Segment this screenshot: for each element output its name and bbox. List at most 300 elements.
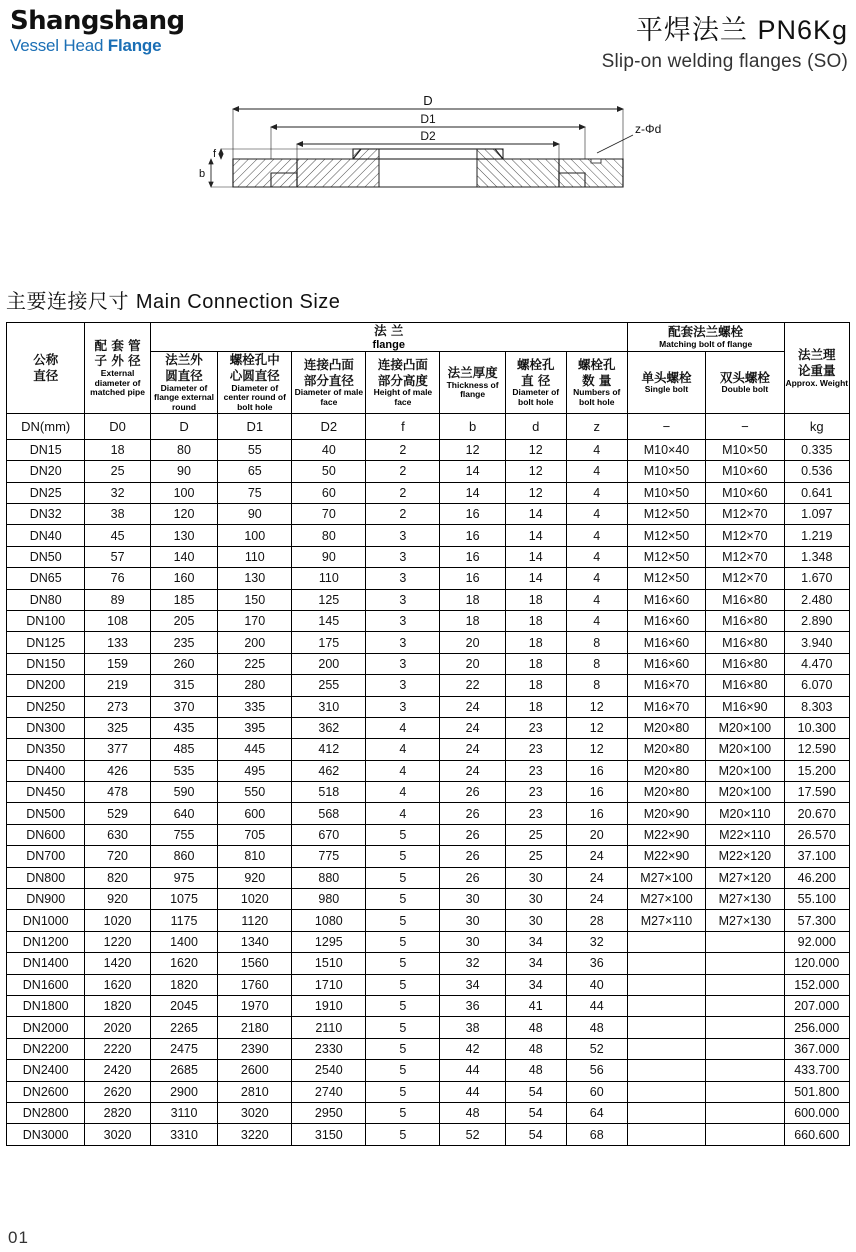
- table-cell: 1340: [218, 931, 292, 952]
- table-cell: 1.348: [784, 546, 849, 567]
- table-cell: 54: [505, 1124, 566, 1145]
- table-cell: 325: [85, 717, 150, 738]
- table-row: [7, 803, 850, 824]
- table-cell: 23: [505, 717, 566, 738]
- table-cell: 92.000: [784, 931, 849, 952]
- table-cell: 14: [505, 546, 566, 567]
- table-cell: 57.300: [784, 910, 849, 931]
- table-cell: 1560: [218, 953, 292, 974]
- table-cell: 377: [85, 739, 150, 760]
- table-cell: 108: [85, 610, 150, 631]
- header-single-bolt: 单头螺栓 Single bolt: [627, 352, 705, 414]
- table-cell: 4: [566, 439, 627, 460]
- table-cell: 24: [566, 846, 627, 867]
- table-cell: 14: [505, 525, 566, 546]
- table-cell: 26: [440, 782, 505, 803]
- table-cell: 445: [218, 739, 292, 760]
- row-label-cell: DN300: [7, 717, 85, 738]
- table-cell: M27×100: [627, 889, 705, 910]
- table-cell: 160: [150, 568, 218, 589]
- table-cell: 235: [150, 632, 218, 653]
- table-cell: 1420: [85, 953, 150, 974]
- table-cell: 273: [85, 696, 150, 717]
- table-cell: 16: [566, 760, 627, 781]
- table-cell: 2600: [218, 1060, 292, 1081]
- table-cell: 16: [440, 503, 505, 524]
- table-cell: 42: [440, 1038, 505, 1059]
- table-cell: 60: [292, 482, 366, 503]
- table-cell: [627, 1038, 705, 1059]
- row-label-cell: DN800: [7, 867, 85, 888]
- table-cell: 3: [366, 653, 440, 674]
- row-label-cell: DN100: [7, 610, 85, 631]
- table-cell: M12×70: [706, 503, 784, 524]
- table-cell: 5: [366, 1038, 440, 1059]
- table-cell: 28: [566, 910, 627, 931]
- connection-size-table: [6, 322, 850, 1146]
- table-cell: 54: [505, 1081, 566, 1102]
- table-cell: [706, 1124, 784, 1145]
- svg-text:D2: D2: [420, 129, 436, 143]
- row-label-cell: DN500: [7, 803, 85, 824]
- table-cell: 14: [505, 568, 566, 589]
- table-cell: 40: [292, 439, 366, 460]
- table-cell: 4: [566, 610, 627, 631]
- table-cell: 175: [292, 632, 366, 653]
- table-cell: 1175: [150, 910, 218, 931]
- row-label-cell: DN2400: [7, 1060, 85, 1081]
- table-cell: [627, 953, 705, 974]
- table-cell: M10×60: [706, 482, 784, 503]
- table-cell: 2475: [150, 1038, 218, 1059]
- table-cell: 1910: [292, 995, 366, 1016]
- table-cell: 5: [366, 1102, 440, 1123]
- table-cell: 12: [505, 482, 566, 503]
- row-label-cell: DN25: [7, 482, 85, 503]
- table-cell: 16: [440, 546, 505, 567]
- header-male-face-height: 连接凸面 部分高度 Height of male face: [366, 352, 440, 414]
- table-cell: 1710: [292, 974, 366, 995]
- table-cell: 3.940: [784, 632, 849, 653]
- table-cell: 310: [292, 696, 366, 717]
- table-cell: 12: [566, 696, 627, 717]
- table-cell: 660.600: [784, 1124, 849, 1145]
- table-cell: 4: [566, 546, 627, 567]
- table-cell: 720: [85, 846, 150, 867]
- table-cell: M16×60: [627, 610, 705, 631]
- table-cell: 38: [440, 1017, 505, 1038]
- table-cell: M16×60: [627, 653, 705, 674]
- table-cell: 1400: [150, 931, 218, 952]
- table-cell: 1075: [150, 889, 218, 910]
- table-row: [7, 824, 850, 845]
- table-cell: 755: [150, 824, 218, 845]
- table-cell: M10×50: [627, 482, 705, 503]
- brand-logo: [10, 8, 185, 54]
- table-cell: 485: [150, 739, 218, 760]
- row-label-cell: DN700: [7, 846, 85, 867]
- row-label-cell: DN1800: [7, 995, 85, 1016]
- table-cell: 1080: [292, 910, 366, 931]
- table-cell: M20×80: [627, 760, 705, 781]
- table-cell: 4: [366, 803, 440, 824]
- table-cell: 48: [566, 1017, 627, 1038]
- table-cell: 4.470: [784, 653, 849, 674]
- table-row: [7, 546, 850, 567]
- table-cell: 3: [366, 696, 440, 717]
- table-cell: 4: [566, 525, 627, 546]
- table-cell: M20×100: [706, 760, 784, 781]
- table-cell: 2620: [85, 1081, 150, 1102]
- table-cell: 150: [218, 589, 292, 610]
- table-cell: 5: [366, 931, 440, 952]
- table-cell: 120.000: [784, 953, 849, 974]
- table-row: [7, 568, 850, 589]
- table-body: [7, 413, 850, 1145]
- table-cell: 3: [366, 525, 440, 546]
- row-label-cell: DN40: [7, 525, 85, 546]
- table-cell: [627, 1102, 705, 1123]
- symbol-cell: b: [440, 413, 505, 439]
- table-cell: 140: [150, 546, 218, 567]
- table-cell: 4: [366, 760, 440, 781]
- table-cell: 185: [150, 589, 218, 610]
- table-cell: 10.300: [784, 717, 849, 738]
- table-cell: 152.000: [784, 974, 849, 995]
- table-cell: 1.670: [784, 568, 849, 589]
- table-cell: 3: [366, 632, 440, 653]
- table-cell: 18: [85, 439, 150, 460]
- header-bolt-hole-diameter: 螺栓孔 直 径 Diameter of bolt hole: [505, 352, 566, 414]
- table-cell: 24: [566, 867, 627, 888]
- table-cell: 3020: [85, 1124, 150, 1145]
- table-cell: 433.700: [784, 1060, 849, 1081]
- table-cell: 48: [440, 1102, 505, 1123]
- table-cell: 820: [85, 867, 150, 888]
- table-row: [7, 482, 850, 503]
- table-row: [7, 717, 850, 738]
- table-cell: 2820: [85, 1102, 150, 1123]
- table-cell: 2330: [292, 1038, 366, 1059]
- table-cell: 3: [366, 610, 440, 631]
- svg-text:z-Φd: z-Φd: [635, 122, 662, 136]
- table-cell: M12×50: [627, 525, 705, 546]
- table-row: [7, 653, 850, 674]
- table-cell: 462: [292, 760, 366, 781]
- table-cell: 2810: [218, 1081, 292, 1102]
- table-cell: 30: [440, 931, 505, 952]
- table-cell: 16: [566, 803, 627, 824]
- table-cell: 24: [566, 889, 627, 910]
- table-cell: 25: [505, 846, 566, 867]
- flange-technical-drawing: [0, 87, 856, 277]
- table-cell: 5: [366, 995, 440, 1016]
- table-symbol-row: [7, 413, 850, 439]
- table-cell: [706, 1038, 784, 1059]
- table-cell: 5: [366, 974, 440, 995]
- header-bolt-circle: 螺栓孔中 心圆直径 Diameter of center round of bolt hole: [218, 352, 292, 414]
- table-cell: 501.800: [784, 1081, 849, 1102]
- table-cell: 18: [505, 610, 566, 631]
- table-cell: 8: [566, 632, 627, 653]
- table-cell: 6.070: [784, 675, 849, 696]
- table-cell: 1620: [150, 953, 218, 974]
- table-cell: 14: [440, 482, 505, 503]
- table-cell: 36: [440, 995, 505, 1016]
- table-cell: 775: [292, 846, 366, 867]
- table-cell: 170: [218, 610, 292, 631]
- row-label-cell: DN80: [7, 589, 85, 610]
- table-cell: 30: [440, 910, 505, 931]
- table-cell: 1020: [85, 910, 150, 931]
- page-header: [0, 0, 856, 73]
- table-cell: 1760: [218, 974, 292, 995]
- brand-tagline-part1: Vessel Head: [10, 36, 108, 55]
- table-cell: 1970: [218, 995, 292, 1016]
- table-cell: M16×80: [706, 589, 784, 610]
- table-cell: 14: [440, 461, 505, 482]
- table-cell: 55.100: [784, 889, 849, 910]
- table-cell: [627, 995, 705, 1016]
- table-cell: M22×110: [706, 824, 784, 845]
- table-cell: M20×100: [706, 782, 784, 803]
- table-cell: 920: [218, 867, 292, 888]
- table-cell: 205: [150, 610, 218, 631]
- page-title-block: [602, 8, 852, 73]
- table-cell: 2180: [218, 1017, 292, 1038]
- table-cell: [706, 974, 784, 995]
- table-cell: 4: [366, 739, 440, 760]
- table-cell: 26.570: [784, 824, 849, 845]
- table-cell: [706, 1060, 784, 1081]
- table-cell: 518: [292, 782, 366, 803]
- table-row: [7, 974, 850, 995]
- header-group-flange: 法 兰 flange: [150, 323, 627, 352]
- table-cell: 1295: [292, 931, 366, 952]
- table-cell: 90: [218, 503, 292, 524]
- table-cell: 23: [505, 739, 566, 760]
- table-cell: 200: [292, 653, 366, 674]
- table-cell: 200: [218, 632, 292, 653]
- table-cell: 1.219: [784, 525, 849, 546]
- table-cell: M12×70: [706, 525, 784, 546]
- table-cell: 3020: [218, 1102, 292, 1123]
- table-cell: M16×90: [706, 696, 784, 717]
- table-cell: 255: [292, 675, 366, 696]
- table-cell: 24: [440, 739, 505, 760]
- table-cell: 335: [218, 696, 292, 717]
- header-nominal-diameter: 公称 直径: [7, 323, 85, 414]
- page-title: [602, 8, 848, 47]
- symbol-cell: DN(mm): [7, 413, 85, 439]
- table-cell: M27×100: [627, 867, 705, 888]
- table-cell: M16×70: [627, 675, 705, 696]
- table-cell: 4: [566, 461, 627, 482]
- svg-text:D1: D1: [420, 112, 436, 126]
- table-cell: M20×80: [627, 782, 705, 803]
- table-cell: 920: [85, 889, 150, 910]
- table-cell: 120: [150, 503, 218, 524]
- table-group-row: [7, 323, 850, 352]
- row-label-cell: DN350: [7, 739, 85, 760]
- row-label-cell: DN125: [7, 632, 85, 653]
- table-cell: 12: [505, 439, 566, 460]
- table-cell: M10×50: [627, 461, 705, 482]
- table-cell: 435: [150, 717, 218, 738]
- row-label-cell: DN32: [7, 503, 85, 524]
- table-row: [7, 1102, 850, 1123]
- table-cell: 145: [292, 610, 366, 631]
- table-cell: M20×80: [627, 739, 705, 760]
- table-cell: 5: [366, 910, 440, 931]
- table-cell: 3: [366, 546, 440, 567]
- table-cell: 412: [292, 739, 366, 760]
- table-cell: [706, 953, 784, 974]
- table-cell: 1620: [85, 974, 150, 995]
- header-flange-od: 法兰外 圆直径 Diameter of flange external round: [150, 352, 218, 414]
- header-male-face-diameter: 连接凸面 部分直径 Diameter of male face: [292, 352, 366, 414]
- table-cell: 3: [366, 568, 440, 589]
- table-cell: 12.590: [784, 739, 849, 760]
- table-cell: 2900: [150, 1081, 218, 1102]
- table-cell: 130: [150, 525, 218, 546]
- table-cell: M20×100: [706, 739, 784, 760]
- table-cell: 76: [85, 568, 150, 589]
- table-cell: [706, 1017, 784, 1038]
- table-cell: 2: [366, 439, 440, 460]
- table-cell: 16: [440, 568, 505, 589]
- table-cell: 24: [440, 717, 505, 738]
- table-cell: 0.335: [784, 439, 849, 460]
- table-cell: 495: [218, 760, 292, 781]
- row-label-cell: DN1600: [7, 974, 85, 995]
- table-cell: 1120: [218, 910, 292, 931]
- table-cell: 810: [218, 846, 292, 867]
- table-cell: 0.536: [784, 461, 849, 482]
- table-cell: 90: [292, 546, 366, 567]
- table-cell: 26: [440, 824, 505, 845]
- table-cell: 225: [218, 653, 292, 674]
- symbol-cell: f: [366, 413, 440, 439]
- table-cell: 8: [566, 653, 627, 674]
- table-cell: 15.200: [784, 760, 849, 781]
- table-cell: 45: [85, 525, 150, 546]
- table-cell: 5: [366, 953, 440, 974]
- header-approx-weight: 法兰理 论重量 Approx. Weight: [784, 323, 849, 414]
- table-cell: [627, 1124, 705, 1145]
- table-cell: 41: [505, 995, 566, 1016]
- symbol-cell: kg: [784, 413, 849, 439]
- table-cell: [706, 1102, 784, 1123]
- table-cell: 48: [505, 1038, 566, 1059]
- table-cell: [627, 931, 705, 952]
- table-cell: M10×60: [706, 461, 784, 482]
- table-cell: M16×80: [706, 675, 784, 696]
- table-cell: M10×50: [706, 439, 784, 460]
- table-cell: 478: [85, 782, 150, 803]
- row-label-cell: DN2000: [7, 1017, 85, 1038]
- table-row: [7, 931, 850, 952]
- table-cell: 16: [440, 525, 505, 546]
- table-cell: 34: [505, 953, 566, 974]
- table-cell: [706, 931, 784, 952]
- table-cell: M12×70: [706, 568, 784, 589]
- table-cell: 1820: [85, 995, 150, 1016]
- table-cell: 2740: [292, 1081, 366, 1102]
- table-cell: 426: [85, 760, 150, 781]
- table-row: [7, 889, 850, 910]
- table-cell: M16×80: [706, 653, 784, 674]
- table-cell: 18: [440, 610, 505, 631]
- table-cell: 1.097: [784, 503, 849, 524]
- symbol-cell: d: [505, 413, 566, 439]
- table-cell: [627, 974, 705, 995]
- table-cell: 18: [505, 589, 566, 610]
- table-cell: 110: [218, 546, 292, 567]
- brand-tagline-part2: Flange: [107, 36, 162, 55]
- table-cell: 980: [292, 889, 366, 910]
- table-cell: M27×130: [706, 889, 784, 910]
- symbol-cell: D0: [85, 413, 150, 439]
- table-cell: 4: [366, 717, 440, 738]
- table-cell: 100: [150, 482, 218, 503]
- table-row: [7, 760, 850, 781]
- table-row: [7, 589, 850, 610]
- table-cell: 25: [505, 824, 566, 845]
- table-cell: M10×40: [627, 439, 705, 460]
- table-cell: 568: [292, 803, 366, 824]
- section-title: [6, 285, 856, 314]
- table-cell: M12×70: [706, 546, 784, 567]
- header-pipe-od: 配 套 管 子 外 径 External diameter of matched pipe: [85, 323, 150, 414]
- table-cell: 1510: [292, 953, 366, 974]
- table-cell: 2.890: [784, 610, 849, 631]
- symbol-cell: D2: [292, 413, 366, 439]
- table-cell: 17.590: [784, 782, 849, 803]
- table-row: [7, 632, 850, 653]
- row-label-cell: DN2800: [7, 1102, 85, 1123]
- table-cell: 550: [218, 782, 292, 803]
- table-cell: 23: [505, 803, 566, 824]
- table-cell: 3310: [150, 1124, 218, 1145]
- table-cell: M22×90: [627, 824, 705, 845]
- row-label-cell: DN1200: [7, 931, 85, 952]
- table-cell: 2420: [85, 1060, 150, 1081]
- table-cell: [706, 995, 784, 1016]
- table-cell: 2045: [150, 995, 218, 1016]
- table-cell: 26: [440, 867, 505, 888]
- brand-name: Shangshang: [10, 6, 185, 36]
- table-cell: 46.200: [784, 867, 849, 888]
- svg-text:b: b: [199, 168, 206, 180]
- svg-text:D: D: [423, 93, 433, 108]
- brand-tagline: [10, 37, 185, 54]
- table-cell: [627, 1060, 705, 1081]
- table-row: [7, 782, 850, 803]
- table-cell: 18: [505, 653, 566, 674]
- table-row: [7, 1124, 850, 1145]
- table-cell: 32: [85, 482, 150, 503]
- table-cell: M27×120: [706, 867, 784, 888]
- table-cell: M16×80: [706, 610, 784, 631]
- table-cell: 90: [150, 461, 218, 482]
- table-row: [7, 696, 850, 717]
- table-row: [7, 1060, 850, 1081]
- table-cell: 2540: [292, 1060, 366, 1081]
- symbol-cell: z: [566, 413, 627, 439]
- row-label-cell: DN900: [7, 889, 85, 910]
- table-cell: 54: [505, 1102, 566, 1123]
